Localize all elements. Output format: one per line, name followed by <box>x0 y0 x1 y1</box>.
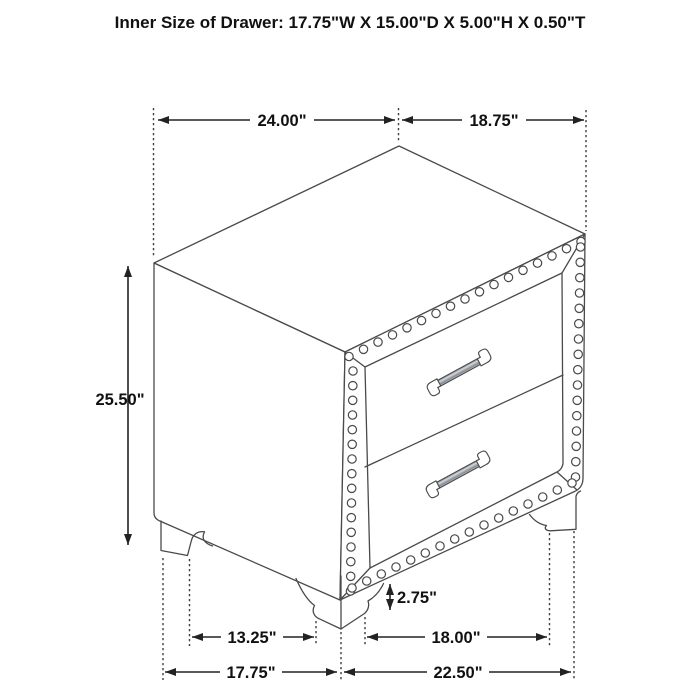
nailhead-stud <box>576 243 584 251</box>
nailhead-stud <box>562 245 570 253</box>
nailhead-stud <box>533 259 541 267</box>
nailhead-stud <box>377 570 385 578</box>
nailhead-stud <box>348 584 356 592</box>
dim-overall-height: 25.50" <box>95 391 145 409</box>
dim-bottom-inner-left: 13.25" <box>227 629 277 647</box>
nailhead-stud <box>575 304 583 312</box>
nailhead-stud <box>575 320 583 328</box>
nailhead-stud <box>504 273 512 281</box>
nailhead-stud <box>461 295 469 303</box>
nailhead-stud <box>347 514 355 522</box>
nailhead-stud <box>436 542 444 550</box>
nailhead-stud <box>347 572 355 580</box>
nailhead-stud <box>407 556 415 564</box>
nailhead-stud <box>495 514 503 522</box>
nailhead-stud <box>519 266 527 274</box>
nailhead-stud <box>349 382 357 390</box>
nailhead-stud <box>345 352 353 360</box>
nailhead-stud <box>451 535 459 543</box>
nailhead-stud <box>574 335 582 343</box>
nailhead-stud <box>348 411 356 419</box>
nailhead-stud <box>465 528 473 536</box>
nailhead-stud <box>392 563 400 571</box>
nailhead-stud <box>348 455 356 463</box>
nailhead-stud <box>575 289 583 297</box>
nailhead-stud <box>572 442 580 450</box>
dim-top-width: 24.00" <box>257 112 307 130</box>
nailhead-stud <box>432 309 440 317</box>
nailhead-stud <box>359 345 367 353</box>
nailhead-stud <box>348 470 356 478</box>
dim-bottom-inner-right: 18.00" <box>431 629 481 647</box>
nailhead-stud <box>403 324 411 332</box>
nailhead-stud <box>572 458 580 466</box>
nailhead-stud <box>490 280 498 288</box>
nailhead-stud <box>576 258 584 266</box>
nailhead-stud <box>388 331 396 339</box>
nailhead-stud <box>573 381 581 389</box>
nailhead-stud <box>553 486 561 494</box>
nailhead-stud <box>480 521 488 529</box>
dim-bottom-outer-left: 17.75" <box>226 664 276 682</box>
nailhead-stud <box>475 288 483 296</box>
dim-bottom-outer-right: 22.50" <box>433 664 483 682</box>
nailhead-stud <box>347 543 355 551</box>
nailhead-stud <box>348 484 356 492</box>
nailhead-stud <box>347 528 355 536</box>
diagram-title: Inner Size of Drawer: 17.75"W X 15.00"D X 5.00"H X 0.50"T <box>114 13 586 32</box>
nailhead-stud <box>349 367 357 375</box>
nailhead-stud <box>574 366 582 374</box>
nailhead-stud <box>539 493 547 501</box>
nailhead-stud <box>509 507 517 515</box>
nailhead-stud <box>374 338 382 346</box>
nailhead-stud <box>347 558 355 566</box>
nightstand-drawing <box>154 146 585 629</box>
nailhead-stud <box>573 412 581 420</box>
nailhead-stud <box>347 499 355 507</box>
nailhead-stud <box>524 500 532 508</box>
nailhead-stud <box>349 396 357 404</box>
nailhead-stud <box>574 350 582 358</box>
nailhead-stud <box>421 549 429 557</box>
nailhead-stud <box>573 396 581 404</box>
dim-top-depth: 18.75" <box>469 112 519 130</box>
nailhead-stud <box>348 440 356 448</box>
nailhead-stud <box>363 577 371 585</box>
dim-leg-height: 2.75" <box>397 589 437 607</box>
nailhead-stud <box>548 252 556 260</box>
nailhead-stud <box>572 427 580 435</box>
nailhead-stud <box>417 316 425 324</box>
nailhead-stud <box>446 302 454 310</box>
nailhead-stud <box>568 479 576 487</box>
nailhead-stud <box>576 274 584 282</box>
nailhead-stud <box>348 426 356 434</box>
